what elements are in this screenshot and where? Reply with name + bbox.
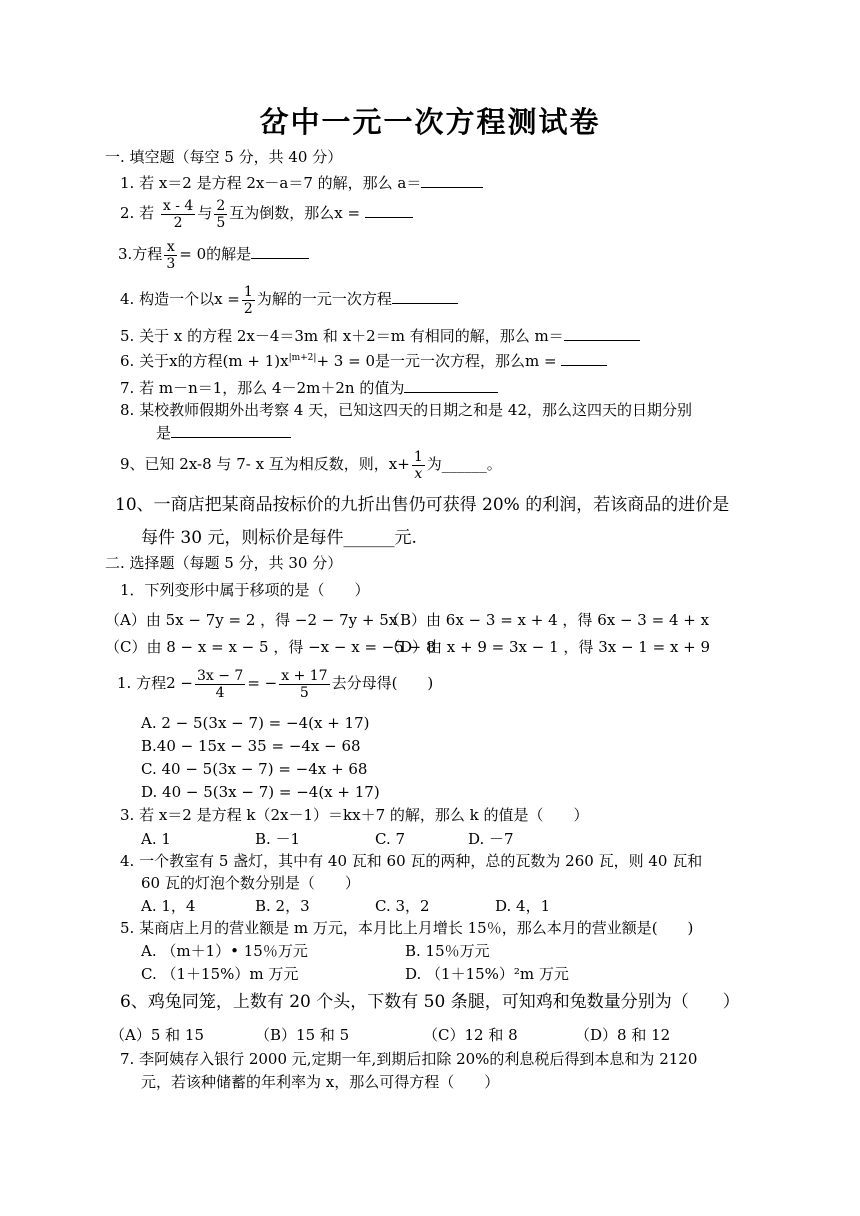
s2-q4-option-c: C. 3，2 — [375, 897, 430, 915]
numerator: x — [164, 239, 177, 256]
denominator: 4 — [215, 684, 225, 701]
s2-q2-pre: 1. 方程2 − — [117, 674, 193, 692]
s2-q1-option-c: （C）由 8 − x = x − 5 ，得 −x − x = −5 − 8 — [105, 638, 436, 656]
s1-q5-text: 5. 关于 x 的方程 2x－4＝3m 和 x＋2＝m 有相同的解，那么 m＝ — [120, 327, 564, 345]
fraction — [214, 198, 227, 231]
s1-q2-post: 互为倒数，那么x = — [229, 204, 361, 222]
s2-q2-option-b: B.40 − 15x − 35 = −4x − 68 — [141, 737, 361, 755]
s2-q6-option-a: （A）5 和 15 — [110, 1026, 204, 1044]
s1-question-10-line1: 10、一商店把某商品按标价的九折出售仍可获得 20% 的利润，若该商品的进价是 — [115, 495, 730, 515]
s2-q5-option-d: D. （1＋15%）²m 万元 — [405, 965, 569, 983]
s2-q3-option-b: B. －1 — [255, 830, 301, 848]
s2-q5-option-c: C. （1＋15%）m 万元 — [141, 965, 299, 983]
s1-q3-post: = 0的解是 — [179, 245, 252, 263]
s1-question-8-line2 — [156, 422, 291, 443]
fraction — [412, 449, 425, 482]
s1-question-5 — [120, 325, 640, 346]
s2-q6-option-b: （B）15 和 5 — [255, 1026, 350, 1044]
answer-blank — [421, 172, 483, 188]
s1-q3-pre: 3.方程 — [118, 245, 163, 263]
s1-question-10-line2: 每件 30 元，则标价是每件______元. — [141, 528, 417, 548]
answer-blank — [365, 202, 413, 218]
numerator: 1 — [413, 448, 423, 465]
s2-question-7-line2: 元，若该种储蓄的年利率为 x，那么可得方程（ ） — [141, 1073, 500, 1091]
s1-q9-post: 为______。 — [426, 455, 502, 473]
s2-q4-option-b: B. 2，3 — [255, 897, 310, 915]
section1-heading: 一. 填空题（每空 5 分，共 40 分） — [105, 148, 343, 166]
denominator: x — [414, 465, 423, 482]
fraction — [195, 668, 245, 701]
denominator: 5 — [216, 214, 226, 231]
s1-q9-pre: 9、已知 2x-8 与 7- x 互为相反数，则，x+ — [120, 455, 410, 473]
fraction — [279, 668, 329, 701]
numerator: 1 — [243, 283, 253, 300]
s2-question-1: 1．下列变形中属于移项的是（ ） — [120, 581, 370, 599]
s1-q4-post: 为解的一元一次方程 — [256, 290, 392, 308]
fraction — [161, 198, 195, 231]
s1-q8-line2-text: 是 — [156, 424, 172, 442]
s1-question-4 — [120, 281, 458, 317]
s2-q2-option-d: D. 40 − 5(3x − 7) = −4(x + 17) — [141, 783, 380, 801]
s2-question-2 — [117, 663, 433, 703]
fraction — [242, 284, 255, 317]
numerator: 2 — [216, 197, 226, 214]
exponent: |m+2| — [288, 353, 317, 363]
answer-blank — [392, 288, 458, 304]
s1-question-6 — [120, 348, 607, 371]
s1-question-2 — [120, 195, 413, 231]
s2-q1-option-a: （A）由 5x − 7y = 2 ，得 −2 − 7y + 5x — [105, 611, 398, 629]
s2-q4-option-d: D. 4，1 — [495, 897, 551, 915]
numerator: x + 17 — [281, 667, 328, 684]
answer-blank — [564, 325, 640, 341]
answer-blank — [171, 422, 291, 438]
answer-blank — [561, 350, 607, 366]
s2-q2-post: 去分母得( ) — [331, 674, 434, 692]
s2-q1-option-d: （D）由 x + 9 = 3x − 1 ，得 3x − 1 = x + 9 — [385, 638, 711, 656]
s1-q2-mid: 与 — [197, 204, 213, 222]
page-title: 岔中一元一次方程测试卷 — [259, 105, 601, 139]
answer-blank — [404, 377, 498, 393]
section2-heading: 二. 选择题（每题 5 分，共 30 分） — [105, 554, 343, 572]
s1-question-3 — [118, 236, 309, 272]
s1-q4-pre: 4. 构造一个以x = — [120, 290, 240, 308]
s2-q2-mid: = − — [247, 674, 278, 692]
numerator: 3x − 7 — [196, 667, 244, 684]
s1-q6-pre: 6. 关于x的方程(m + 1)x — [120, 352, 289, 370]
s2-q2-option-c: C. 40 − 5(3x − 7) = −4x + 68 — [141, 760, 368, 778]
s2-question-7-line1: 7. 李阿姨存入银行 2000 元,定期一年,到期后扣除 20%的利息税后得到本息和为 2120 — [120, 1050, 698, 1068]
s2-q2-option-a: A. 2 − 5(3x − 7) = −4(x + 17) — [141, 714, 370, 732]
s1-q6-post: + 3 = 0是一元一次方程，那么m = — [316, 352, 557, 370]
s2-q3-option-d: D. －7 — [468, 830, 514, 848]
fraction — [164, 239, 177, 272]
s2-question-6: 6、鸡兔同笼，上数有 20 个头，下数有 50 条腿，可知鸡和兔数量分别为（ ） — [120, 992, 740, 1012]
s1-q1-text: 1. 若 x＝2 是方程 2x－a＝7 的解，那么 a＝ — [120, 174, 422, 192]
s1-q2-pre: 2. 若 — [120, 204, 155, 222]
s2-q5-option-a: A. （m＋1）• 15％万元 — [141, 942, 308, 960]
denominator: 5 — [299, 684, 309, 701]
s2-question-5: 5. 某商店上月的营业额是 m 万元，本月比上月增长 15％，那么本月的营业额是( ) — [120, 919, 694, 937]
s2-question-4-line2: 60 瓦的灯泡个数分别是（ ） — [141, 874, 360, 892]
s1-question-9 — [120, 446, 502, 482]
s2-q6-option-d: （D）8 和 12 — [575, 1026, 671, 1044]
numerator: x - 4 — [162, 197, 194, 214]
s1-q7-text: 7. 若 m－n＝1，那么 4－2m＋2n 的值为 — [120, 379, 405, 397]
s1-question-8-line1: 8. 某校教师假期外出考察 4 天，已知这四天的日期之和是 42，那么这四天的日期分别 — [120, 401, 693, 419]
s2-q5-option-b: B. 15％万元 — [405, 942, 490, 960]
s2-q1-option-b: （B）由 6x − 3 = x + 4 ，得 6x − 3 = 4 + x — [385, 611, 710, 629]
denominator: 2 — [173, 214, 183, 231]
s2-q4-option-a: A. 1，4 — [141, 897, 196, 915]
denominator: 3 — [166, 255, 176, 272]
s1-question-7 — [120, 377, 498, 398]
s1-question-1 — [120, 172, 483, 193]
s2-q3-option-c: C. 7 — [375, 830, 406, 848]
s2-q3-option-a: A. 1 — [141, 830, 171, 848]
denominator: 2 — [243, 300, 253, 317]
s2-q6-option-c: （C）12 和 8 — [423, 1026, 518, 1044]
answer-blank — [251, 243, 309, 259]
s2-question-4-line1: 4. 一个教室有 5 盏灯，其中有 40 瓦和 60 瓦的两种，总的瓦数为 260 瓦，则 40 瓦和 — [120, 852, 703, 870]
s2-question-3: 3. 若 x＝2 是方程 k（2x－1）＝kx＋7 的解，那么 k 的值是（ ） — [120, 806, 589, 824]
